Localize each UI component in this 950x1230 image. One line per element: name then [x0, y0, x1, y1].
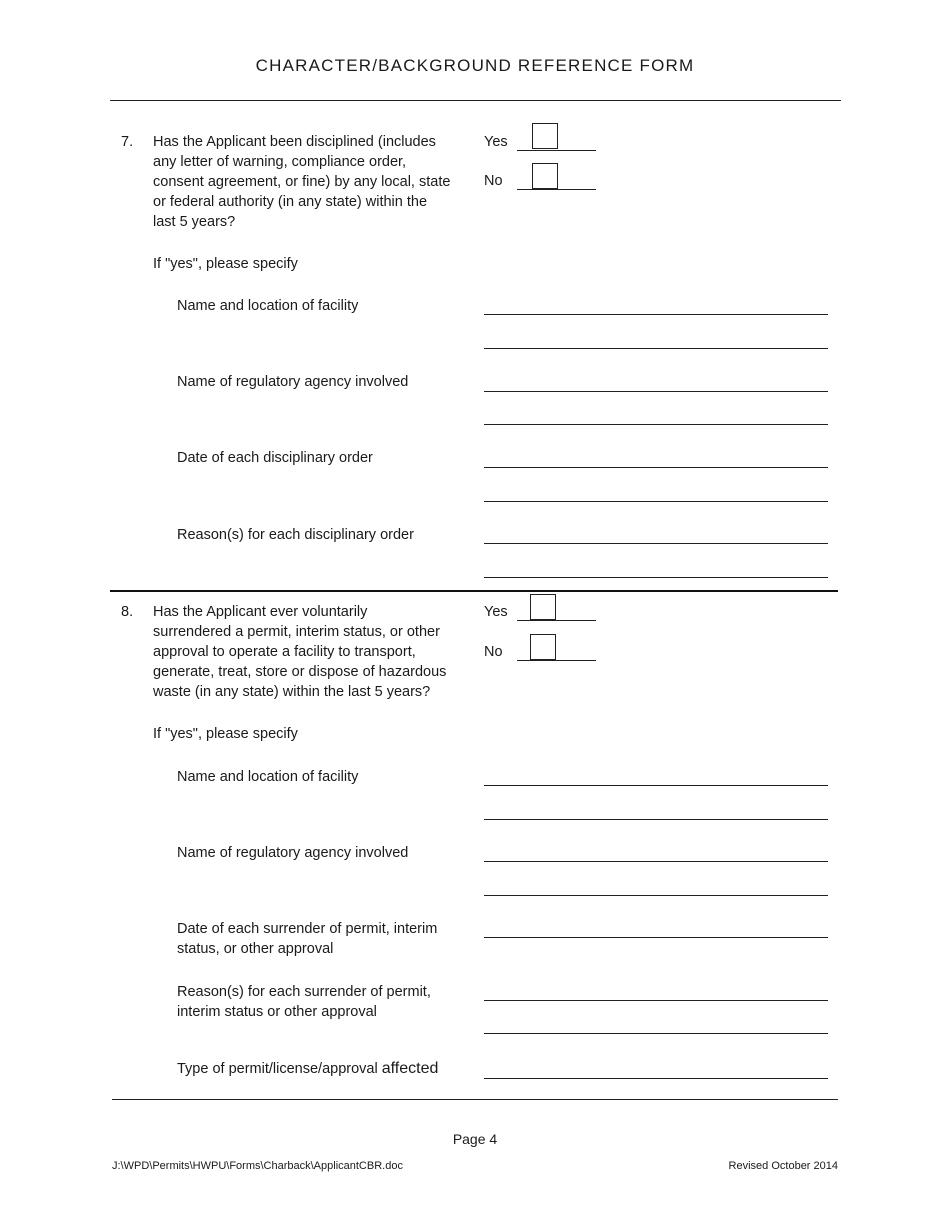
question-8-line: generate, treat, store or dispose of hazardous: [153, 664, 447, 680]
q8-date-label-line: status, or other approval: [177, 941, 334, 957]
q8-facility-field[interactable]: [484, 785, 828, 786]
question-7-number: 7.: [121, 134, 134, 150]
q8-reason-field-2[interactable]: [484, 1033, 828, 1034]
q7-if-yes-label: If "yes", please specify: [153, 256, 298, 272]
q8-type-label: [177, 1059, 438, 1079]
question-7-line: any letter of warning, compliance order,: [153, 154, 407, 170]
q8-no-label: No: [484, 644, 503, 660]
question-8-line: Has the Applicant ever voluntarily: [153, 604, 368, 620]
question-7-text: [153, 132, 473, 232]
footer-divider: [112, 1099, 838, 1100]
question-8-text: [153, 602, 473, 702]
q8-facility-field-2[interactable]: [484, 819, 828, 820]
q8-date-label-line: Date of each surrender of permit, interim: [177, 921, 438, 937]
q7-date-field-2[interactable]: [484, 501, 828, 502]
q8-reason-label-line: interim status or other approval: [177, 1004, 377, 1020]
q8-type-label-main: Type of permit/license/approval: [177, 1061, 378, 1077]
q7-reason-field-2[interactable]: [484, 577, 828, 578]
q7-date-label: Date of each disciplinary order: [177, 450, 373, 466]
q7-facility-field-2[interactable]: [484, 348, 828, 349]
question-8-line: approval to operate a facility to transport,: [153, 644, 416, 660]
q8-facility-label: Name and location of facility: [177, 769, 359, 785]
q8-yes-underline: [517, 620, 596, 621]
q7-facility-field[interactable]: [484, 314, 828, 315]
q8-no-underline: [517, 660, 596, 661]
q8-agency-field[interactable]: [484, 861, 828, 862]
q7-date-field[interactable]: [484, 467, 828, 468]
question-7-line: or federal authority (in any state) within the: [153, 194, 428, 210]
question-7-line: consent agreement, or fine) by any local, state: [153, 174, 451, 190]
revision-date: Revised October 2014: [728, 1160, 838, 1172]
q8-if-yes-label: If "yes", please specify: [153, 726, 298, 742]
q7-facility-label: Name and location of facility: [177, 298, 359, 314]
question-7-line: Has the Applicant been disciplined (includes: [153, 134, 436, 150]
file-path: J:\WPD\Permits\HWPU\Forms\Charback\ApplicantCBR.doc: [112, 1160, 403, 1172]
q7-reason-field[interactable]: [484, 543, 828, 544]
q8-reason-field[interactable]: [484, 1000, 828, 1001]
question-8-number: 8.: [121, 604, 134, 620]
q8-no-checkbox[interactable]: [530, 634, 556, 660]
q7-no-label: No: [484, 173, 503, 189]
q7-reason-label: Reason(s) for each disciplinary order: [177, 527, 414, 543]
q8-reason-label-line: Reason(s) for each surrender of permit,: [177, 984, 431, 1000]
page-number: Page 4: [452, 1131, 498, 1147]
q7-agency-label: Name of regulatory agency involved: [177, 374, 409, 390]
q7-agency-field-2[interactable]: [484, 424, 828, 425]
q8-agency-label: Name of regulatory agency involved: [177, 845, 409, 861]
q8-type-field[interactable]: [484, 1078, 828, 1079]
q7-yes-underline: [517, 150, 596, 151]
q8-date-field[interactable]: [484, 937, 828, 938]
question-8-line: waste (in any state) within the last 5 years?: [153, 684, 431, 700]
q7-yes-checkbox[interactable]: [532, 123, 558, 149]
q8-date-label: [177, 919, 437, 959]
section-divider: [110, 590, 838, 592]
q8-yes-checkbox[interactable]: [530, 594, 556, 620]
q7-no-checkbox[interactable]: [532, 163, 558, 189]
q8-reason-label: [177, 982, 431, 1022]
q8-yes-label: Yes: [484, 604, 508, 620]
question-8-line: surrendered a permit, interim status, or other: [153, 624, 440, 640]
q8-agency-field-2[interactable]: [484, 895, 828, 896]
header-divider: [110, 100, 841, 101]
q7-yes-label: Yes: [484, 134, 508, 150]
page-title: CHARACTER/BACKGROUND REFERENCE FORM: [255, 56, 695, 75]
q7-agency-field[interactable]: [484, 391, 828, 392]
q8-type-label-affected: affected: [381, 1060, 439, 1077]
q7-no-underline: [517, 189, 596, 190]
question-7-line: last 5 years?: [153, 214, 236, 230]
